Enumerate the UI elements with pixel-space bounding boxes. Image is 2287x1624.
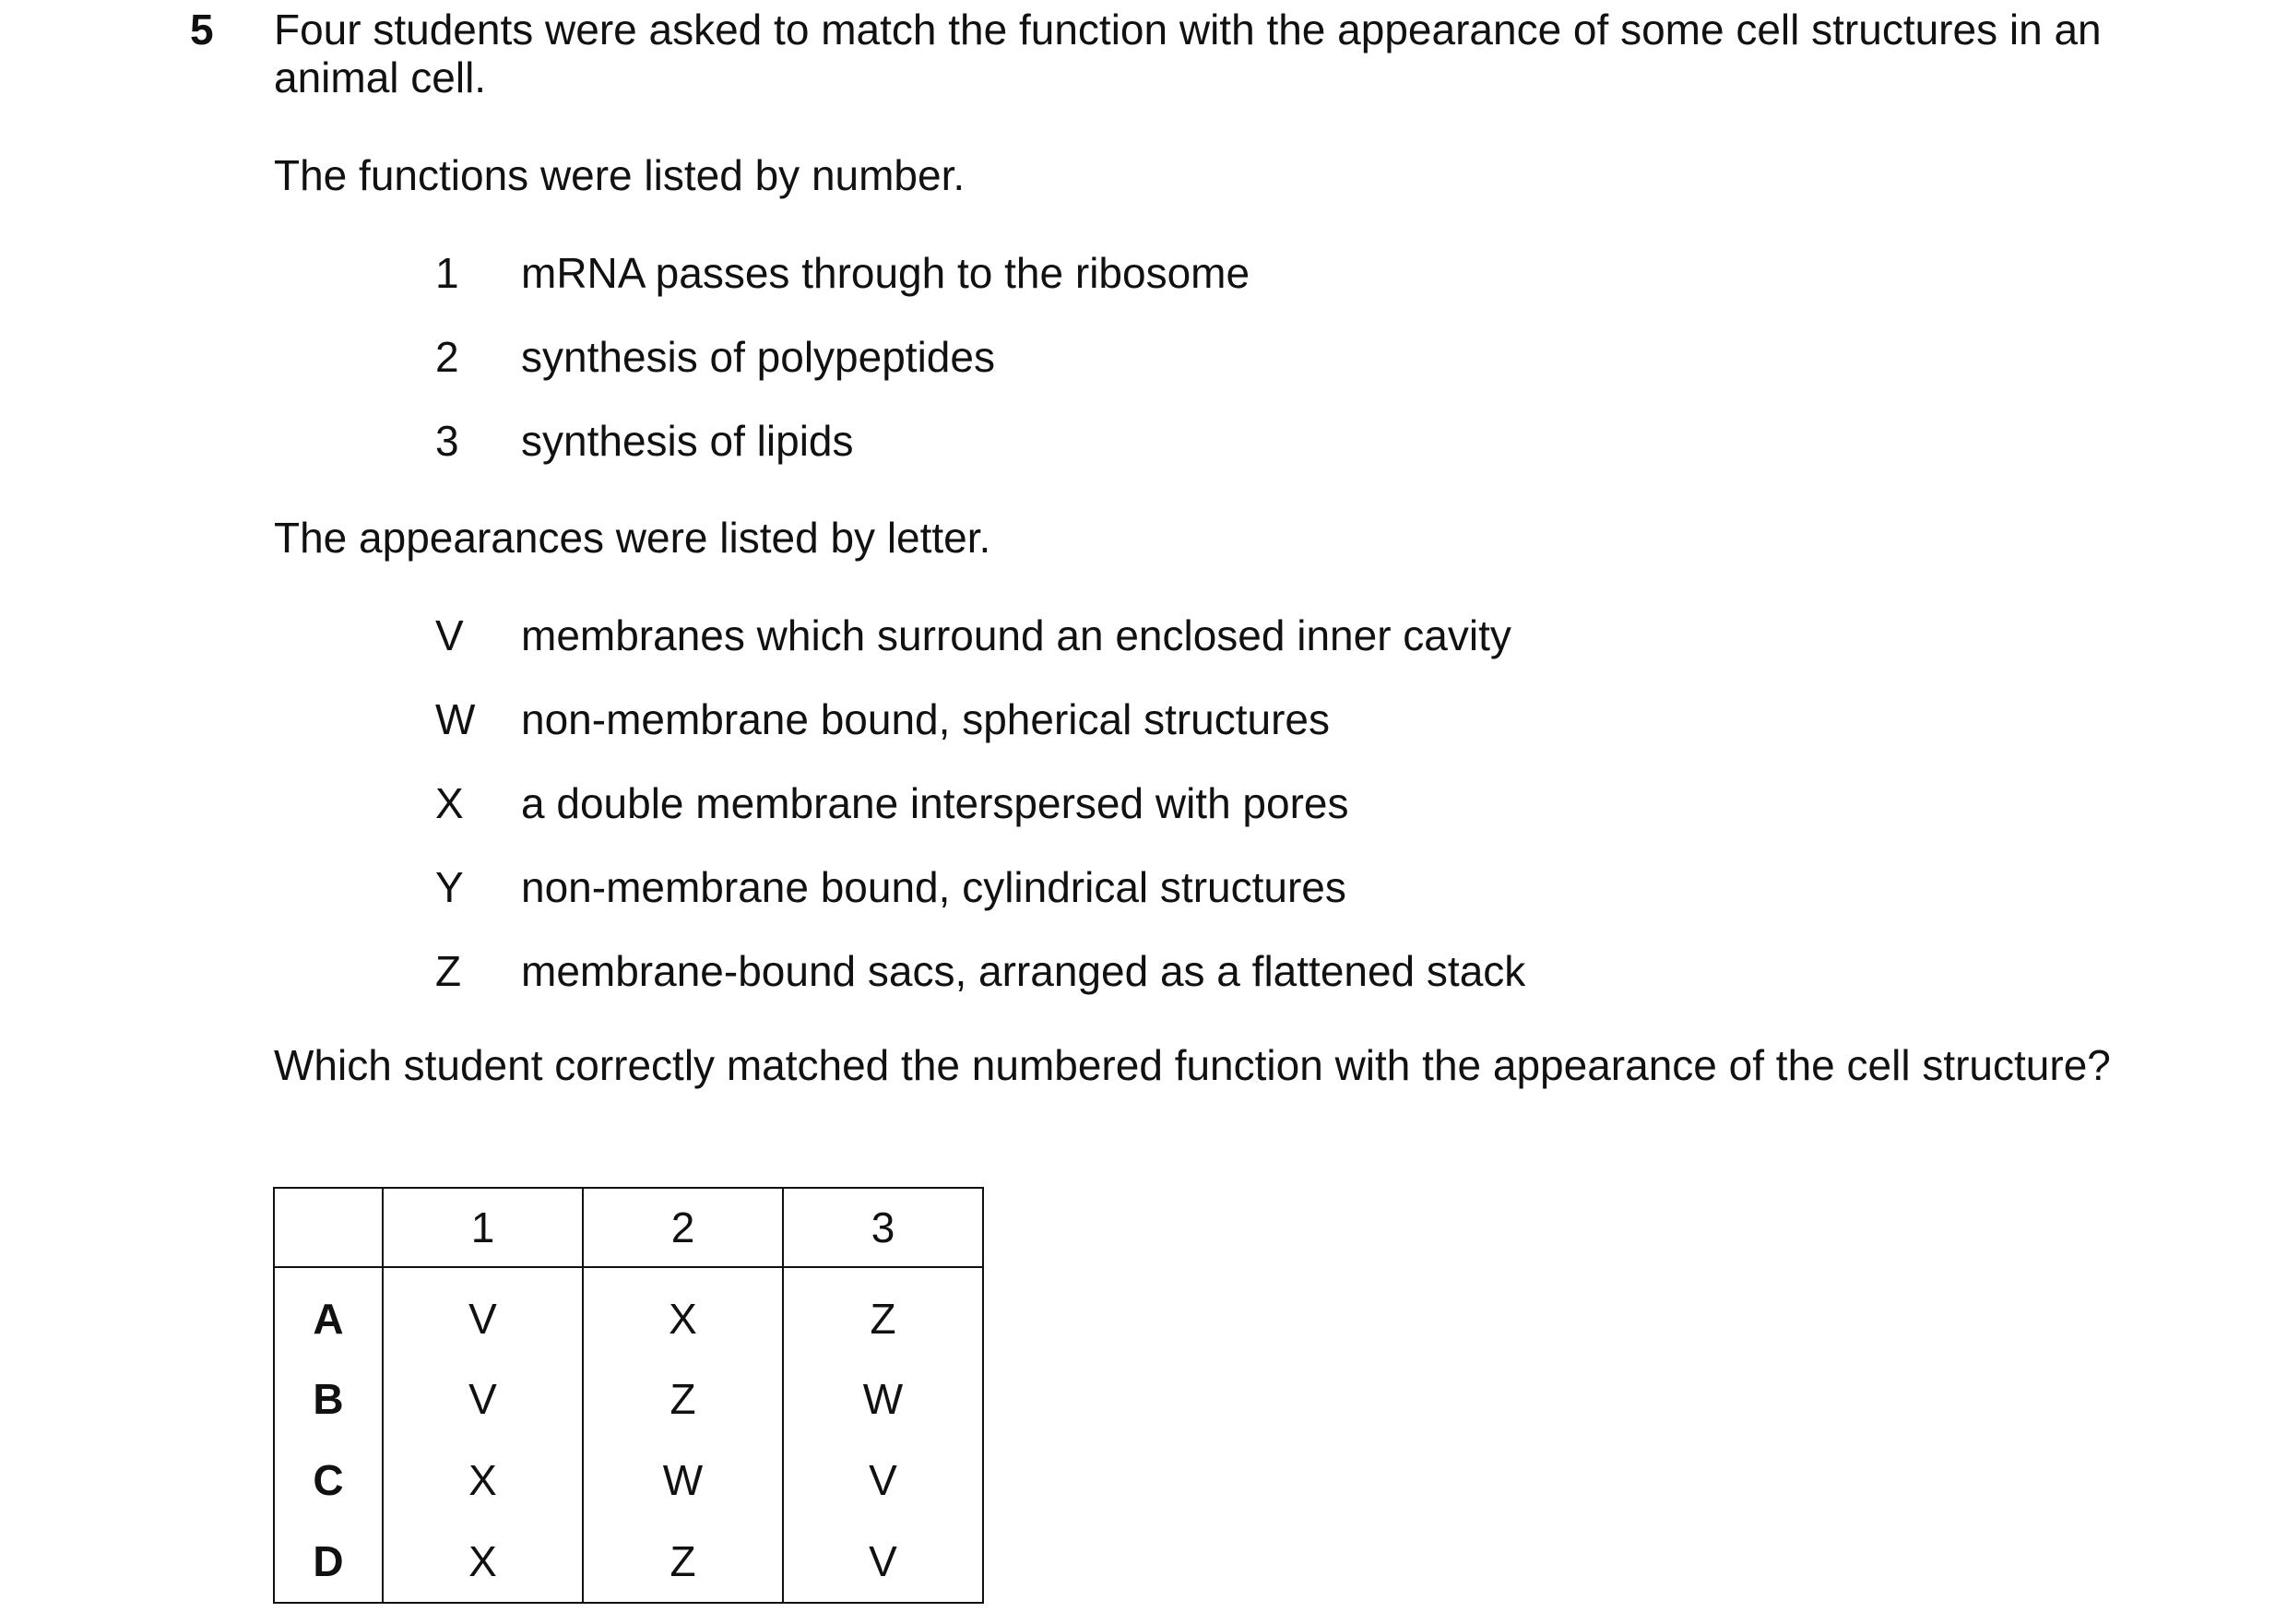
table-cell: V	[383, 1267, 583, 1358]
stem-line-2: animal cell.	[274, 53, 487, 101]
stem-line-1: Four students were asked to match the function with the appearance of some cell structures in an	[274, 6, 2102, 53]
function-text: synthesis of polypeptides	[521, 333, 995, 381]
appearance-key: X	[435, 779, 464, 827]
table-cell: X	[383, 1521, 583, 1603]
table-cell: Z	[583, 1521, 783, 1603]
appearances-intro: The appearances were listed by letter.	[274, 514, 991, 562]
option-label: C	[274, 1440, 383, 1521]
appearance-key: V	[435, 611, 464, 659]
function-key: 1	[435, 249, 459, 297]
appearance-key: Y	[435, 863, 464, 911]
table-cell: Z	[783, 1267, 983, 1358]
header-cell: 1	[383, 1188, 583, 1267]
function-text: synthesis of lipids	[521, 417, 854, 465]
question-number: 5	[190, 6, 214, 53]
appearance-text: membranes which surround an enclosed inner cavity	[521, 611, 1511, 659]
table-cell: V	[383, 1358, 583, 1440]
appearance-key: W	[435, 695, 476, 743]
header-cell: 3	[783, 1188, 983, 1267]
appearance-text: non-membrane bound, cylindrical structures	[521, 863, 1346, 911]
appearance-text: non-membrane bound, spherical structures	[521, 695, 1331, 743]
table-cell: X	[383, 1440, 583, 1521]
functions-intro: The functions were listed by number.	[274, 151, 966, 199]
option-label: D	[274, 1521, 383, 1603]
table-row	[274, 1267, 983, 1358]
function-key: 3	[435, 417, 459, 465]
table-cell: V	[783, 1440, 983, 1521]
table-cell: W	[583, 1440, 783, 1521]
header-cell: 2	[583, 1188, 783, 1267]
answer-table	[273, 1187, 984, 1604]
option-label: A	[274, 1267, 383, 1358]
appearance-text: a double membrane interspersed with pores	[521, 779, 1349, 827]
header-cell-blank	[274, 1188, 383, 1267]
table-row	[274, 1440, 983, 1521]
appearance-text: membrane-bound sacs, arranged as a flattened stack	[521, 947, 1526, 995]
table-cell: Z	[583, 1358, 783, 1440]
table-row	[274, 1521, 983, 1603]
question-prompt: Which student correctly matched the numbered function with the appearance of the cell structure?	[274, 1041, 2111, 1089]
function-text: mRNA passes through to the ribosome	[521, 249, 1250, 297]
function-key: 2	[435, 333, 459, 381]
question-stem	[274, 6, 2118, 101]
table-cell: V	[783, 1521, 983, 1603]
table-header-row	[274, 1188, 983, 1267]
appearance-key: Z	[435, 947, 462, 995]
table-cell: X	[583, 1267, 783, 1358]
table-cell: W	[783, 1358, 983, 1440]
option-label: B	[274, 1358, 383, 1440]
table-row	[274, 1358, 983, 1440]
